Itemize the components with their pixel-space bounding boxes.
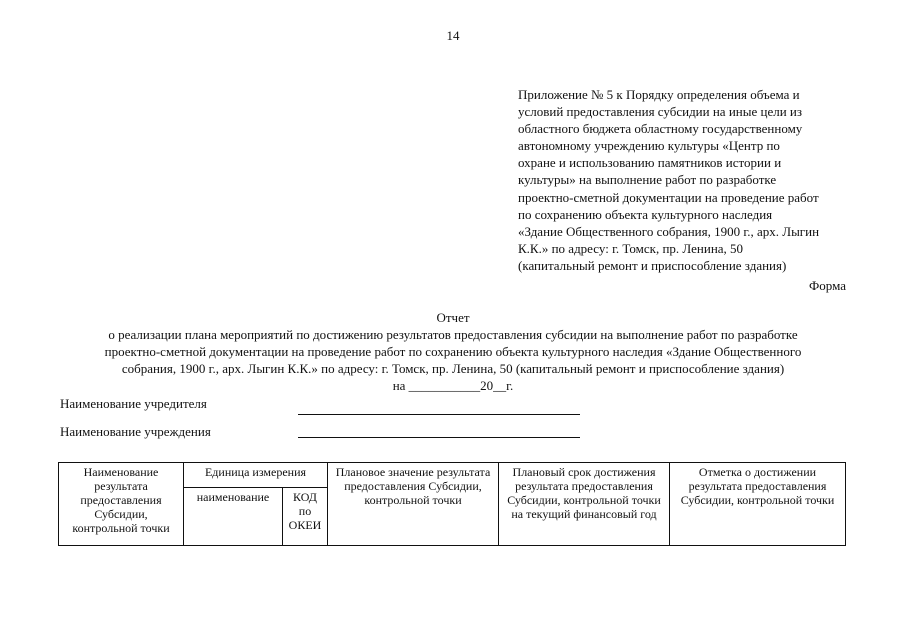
report-table bbox=[58, 462, 846, 546]
header-unit-code: КОД по ОКЕИ bbox=[283, 488, 328, 546]
header-result-name: Наименование результата предоставления Субсидии, контрольной точки bbox=[59, 463, 184, 546]
founder-field-line[interactable] bbox=[298, 414, 580, 415]
header-unit-group: Единица измерения bbox=[184, 463, 328, 488]
header-planned-deadline: Плановый срок достижения результата предоставления Субсидии, контрольной точки на текущий финансовый год bbox=[499, 463, 670, 546]
report-header bbox=[60, 309, 846, 394]
appendix-line: охране и использованию памятников истории и bbox=[518, 155, 782, 171]
appendix-line: областного бюджета областному государственному bbox=[518, 121, 803, 137]
appendix-line: автономному учреждению культуры «Центр по bbox=[518, 138, 780, 154]
report-subtitle-line: проектно-сметной документации на проведение работ по сохранению объекта культурного наследия «Здание Общественного bbox=[104, 344, 802, 359]
founder-label: Наименование учредителя bbox=[60, 396, 207, 411]
appendix-note bbox=[518, 86, 846, 274]
appendix-line: К.К.» по адресу: г. Томск, пр. Ленина, 50 bbox=[518, 240, 744, 256]
page-number: 14 bbox=[446, 28, 460, 43]
header-achievement-mark: Отметка о достижении результата предоставления Субсидии, контрольной точки bbox=[670, 463, 846, 546]
appendix-line: «Здание Общественного собрания, 1900 г., арх. Лыгин bbox=[518, 223, 820, 239]
institution-field-line[interactable] bbox=[298, 437, 580, 438]
report-title: Отчет bbox=[436, 310, 470, 325]
institution-label: Наименование учреждения bbox=[60, 424, 211, 439]
header-planned-value: Плановое значение результата предоставления Субсидии, контрольной точки bbox=[328, 463, 499, 546]
report-date-line: на ___________20__г. bbox=[392, 378, 514, 393]
appendix-line: культуры» на выполнение работ по разработке bbox=[518, 172, 777, 188]
appendix-line: Приложение № 5 к Порядку определения объема и bbox=[518, 87, 800, 102]
report-subtitle-line: собрания, 1900 г., арх. Лыгин К.К.» по адресу: г. Томск, пр. Ленина, 50 (капитальный ремонт и приспособление здания) bbox=[121, 361, 785, 376]
appendix-line: по сохранению объекта культурного наследия bbox=[518, 206, 773, 222]
appendix-line: (капитальный ремонт и приспособление здания) bbox=[518, 257, 787, 273]
header-unit-name: наименование bbox=[184, 488, 283, 546]
form-label: Форма bbox=[809, 278, 846, 293]
appendix-line: условий предоставления субсидии на иные цели из bbox=[518, 104, 803, 120]
report-subtitle-line: о реализации плана мероприятий по достижению результатов предоставления субсидии на выполнение работ по разработке bbox=[108, 327, 798, 342]
appendix-line: проектно-сметной документации на проведение работ bbox=[518, 189, 819, 205]
